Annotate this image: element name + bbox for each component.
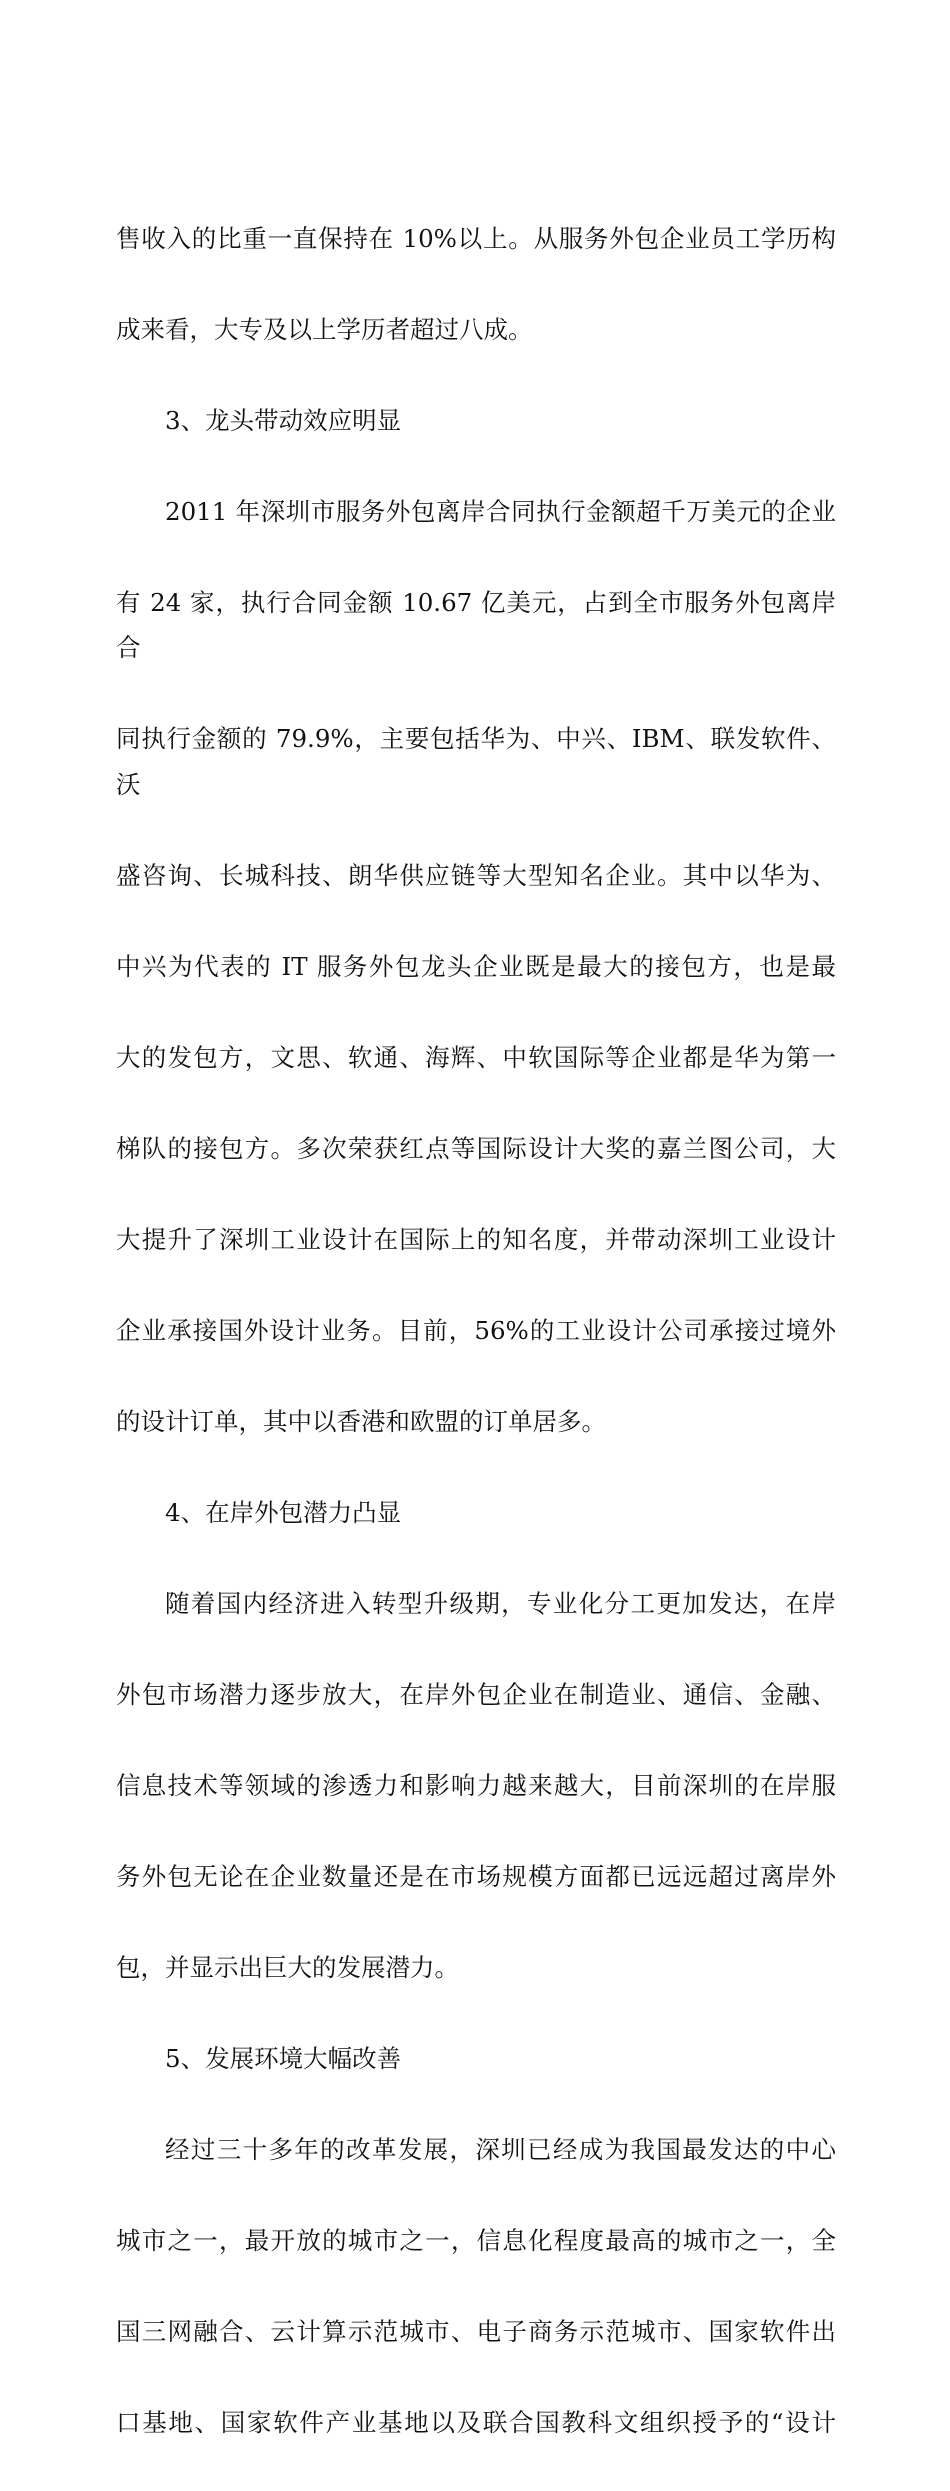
text-line: 国三网融合、云计算示范城市、电子商务示范城市、国家软件出: [116, 2316, 836, 2346]
paragraph-continuation: [116, 170, 836, 398]
text-line: 盛咨询、长城科技、朗华供应链等大型知名企业。其中以华为、: [116, 860, 836, 890]
text-line: 城市之一，最开放的城市之一，信息化程度最高的城市之一，全: [116, 2225, 836, 2255]
text-line: 企业承接国外设计业务。目前，56%的工业设计公司承接过境外: [116, 1315, 836, 1345]
text-line: 口基地、国家软件产业基地以及联合国教科文组织授予的“设计: [116, 2407, 836, 2437]
heading-text: 3、龙头带动效应明显: [165, 405, 402, 435]
paragraph-onshore-outsourcing: [116, 1535, 836, 2036]
text-line: 梯队的接包方。多次荣获红点等国际设计大奖的嘉兰图公司，大: [116, 1133, 836, 1163]
text-line: 的设计订单，其中以香港和欧盟的订单居多。: [116, 1406, 606, 1436]
text-line: 中兴为代表的 IT 服务外包龙头企业既是最大的接包方，也是最: [116, 951, 836, 981]
paragraph-environment: [116, 2081, 836, 2491]
heading-text: 5、发展环境大幅改善: [165, 2043, 402, 2073]
text-line: 经过三十多年的改革发展，深圳已经成为我国最发达的中心: [165, 2134, 836, 2164]
text-line: 外包市场潜力逐步放大，在岸外包企业在制造业、通信、金融、: [116, 1679, 836, 1709]
text-line: 大的发包方，文思、软通、海辉、中软国际等企业都是华为第一: [116, 1042, 836, 1072]
text-line: 成来看，大专及以上学历者超过八成。: [116, 314, 533, 344]
heading-text: 4、在岸外包潜力凸显: [165, 1497, 402, 1527]
section-heading-3: [116, 398, 836, 444]
text-line: 信息技术等领域的渗透力和影响力越来越大，目前深圳的在岸服: [116, 1770, 836, 1800]
text-line: 务外包无论在企业数量还是在市场规模方面都已远远超过离岸外: [116, 1861, 836, 1891]
text-line: 2011 年深圳市服务外包离岸合同执行金额超千万美元的企业: [165, 496, 836, 526]
text-line: 售收入的比重一直保持在 10%以上。从服务外包企业员工学历构: [116, 223, 836, 253]
document-body: [116, 170, 836, 2491]
text-line: 随着国内经济进入转型升级期，专业化分工更加发达，在岸: [165, 1588, 836, 1618]
section-heading-5: [116, 2036, 836, 2082]
text-line: 同执行金额的 79.9%，主要包括华为、中兴、IBM、联发软件、沃: [116, 724, 836, 799]
text-line: 有 24 家，执行合同金额 10.67 亿美元，占到全市服务外包离岸合: [116, 587, 836, 662]
text-line: 包，并显示出巨大的发展潜力。: [116, 1952, 459, 1982]
paragraph-leading-enterprises: [116, 443, 836, 1490]
text-line: 大提升了深圳工业设计在国际上的知名度，并带动深圳工业设计: [116, 1224, 836, 1254]
section-heading-4: [116, 1490, 836, 1536]
